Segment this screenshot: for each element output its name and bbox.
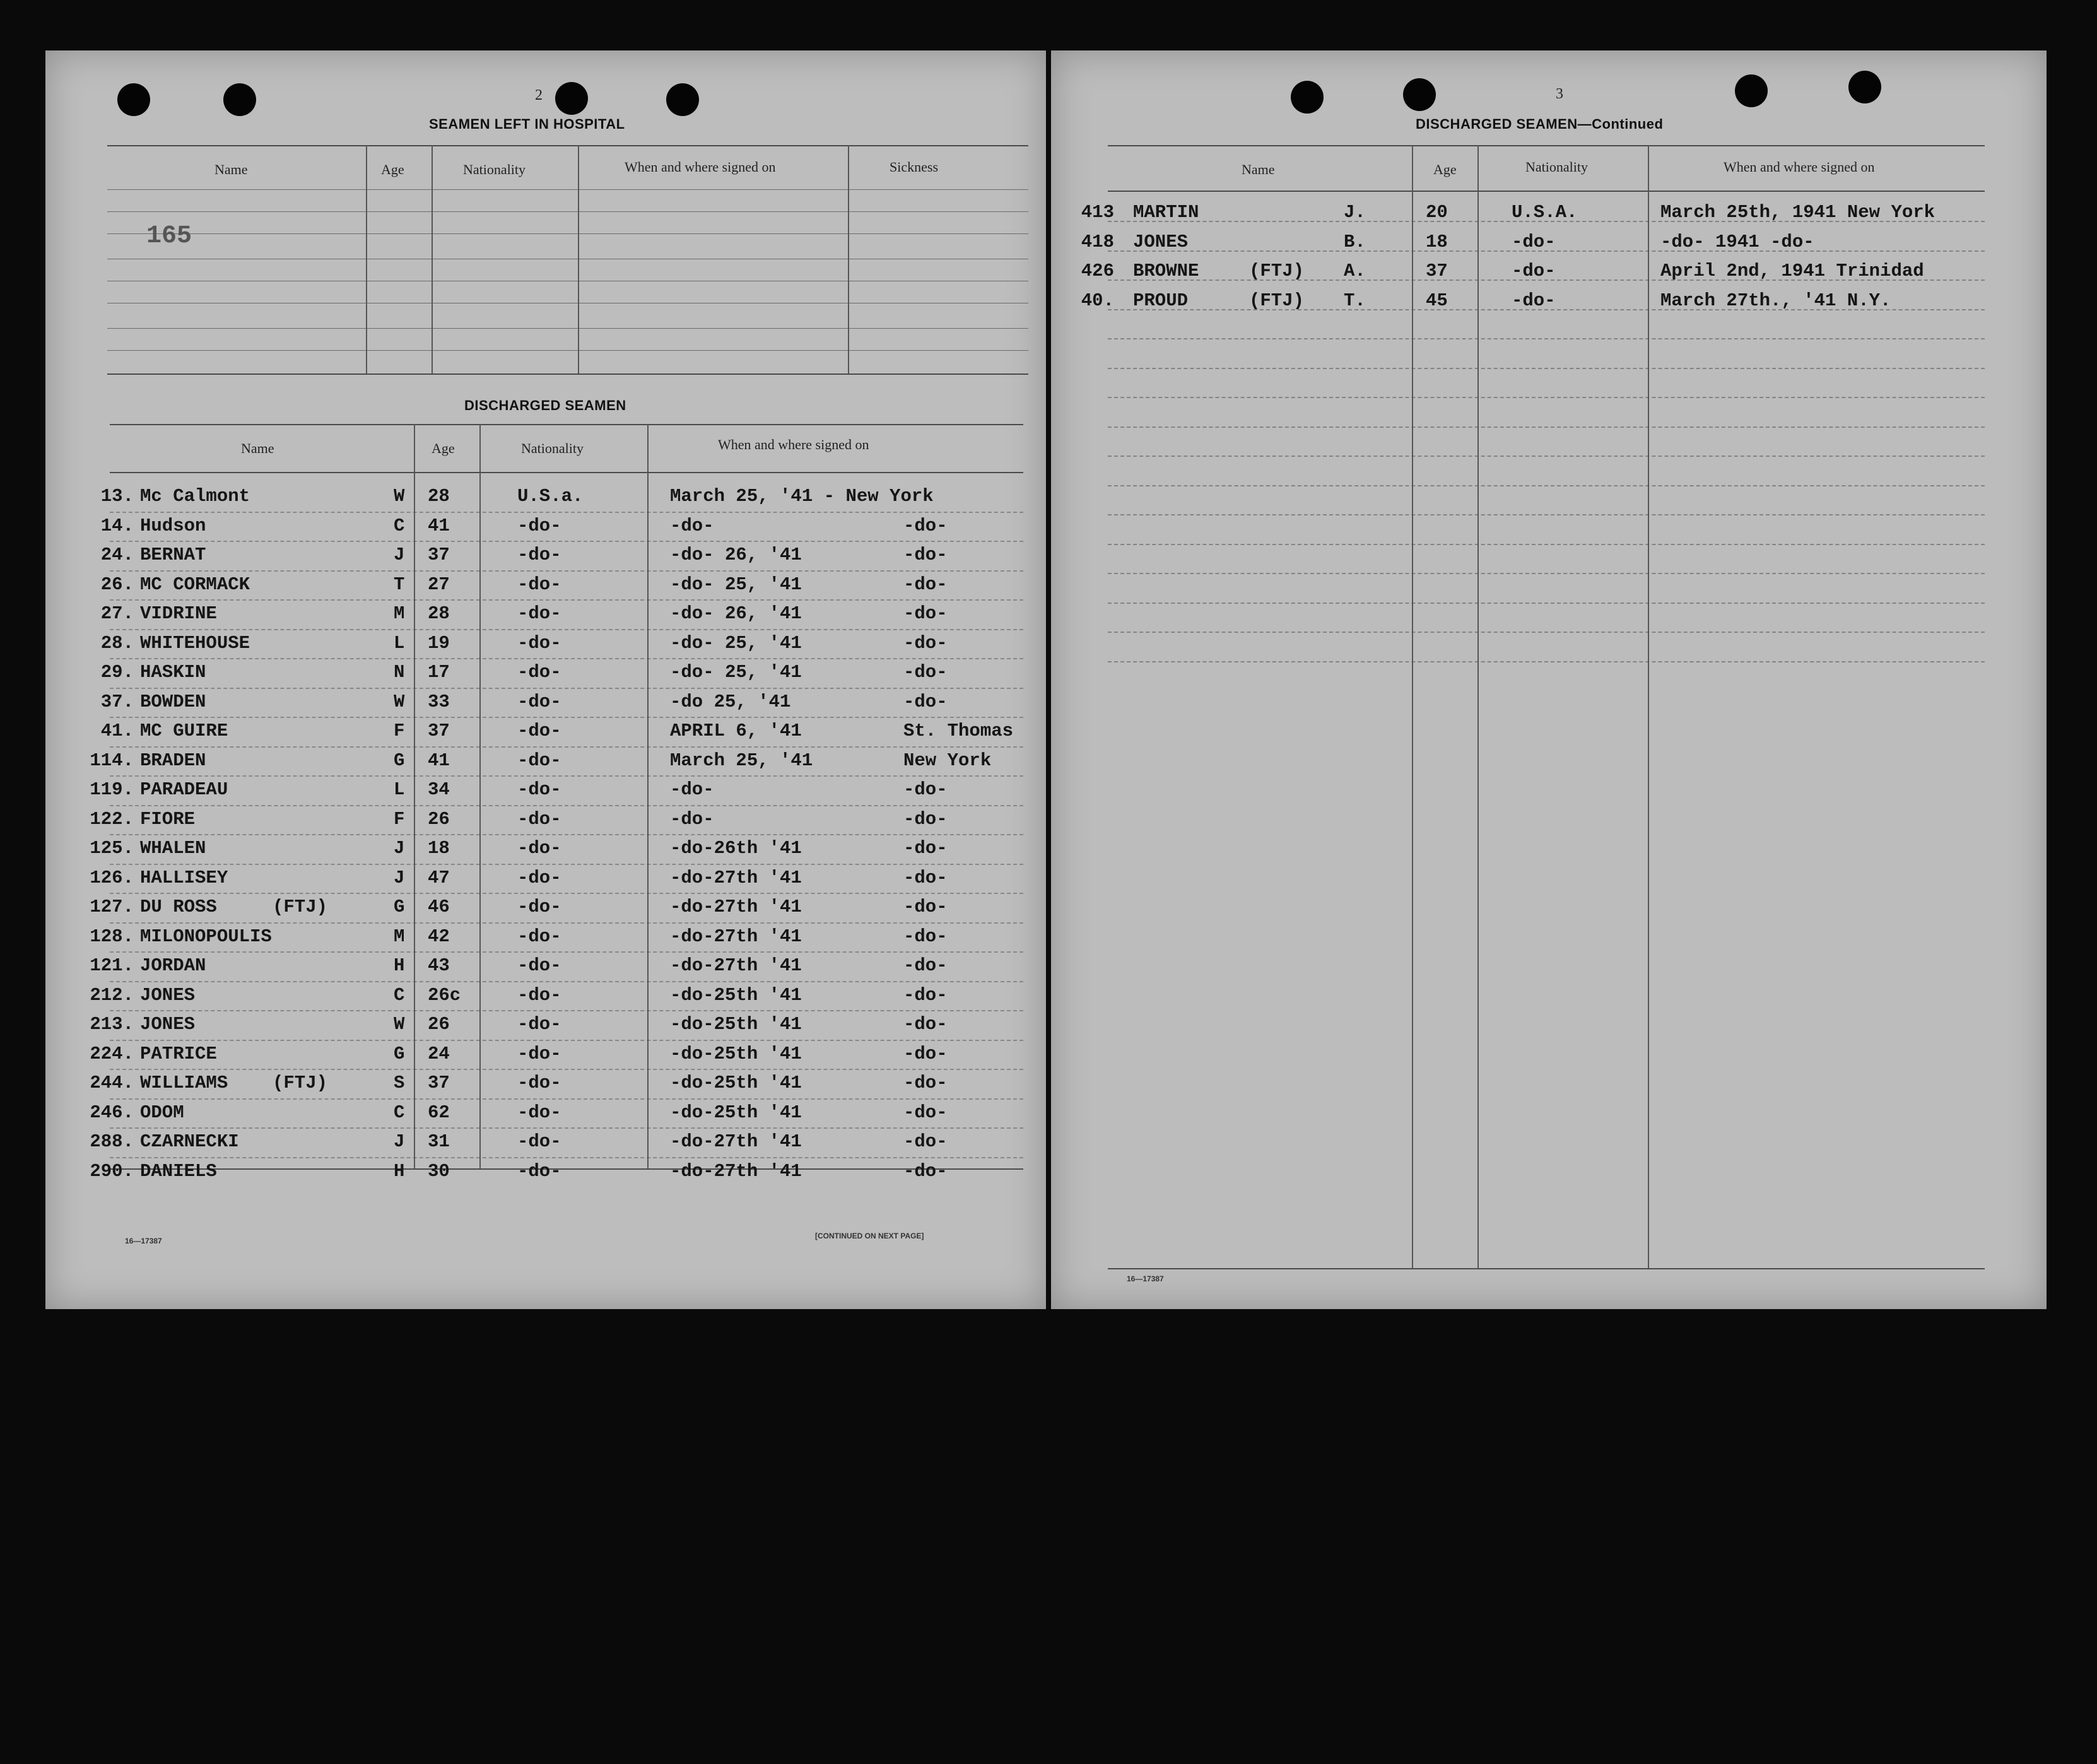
row-rule: [1108, 573, 1985, 574]
initial: J: [394, 867, 405, 888]
age: 30: [428, 1161, 450, 1182]
age: 18: [1426, 232, 1448, 252]
row-number: 288.: [90, 1131, 134, 1152]
age: 19: [428, 633, 450, 654]
discharged-title: DISCHARGED SEAMEN: [464, 397, 626, 413]
signed-place: -do-: [903, 1131, 948, 1152]
seaman-name: BOWDEN: [140, 691, 206, 712]
signed-place: -do-: [903, 574, 948, 595]
nationality: U.S.A.: [1512, 202, 1578, 223]
nationality: -do-: [1512, 232, 1556, 252]
initial: H: [394, 1161, 405, 1182]
rule: [110, 1168, 1023, 1170]
signed-on: -do- 26, '41: [670, 544, 802, 565]
column-divider: [414, 424, 415, 1168]
form-number: 16—17387: [1127, 1274, 1164, 1283]
row-rule: [1108, 485, 1985, 486]
age: 42: [428, 926, 450, 947]
left-page: [45, 50, 1046, 1309]
signed-on: -do-25th '41: [670, 985, 802, 1006]
seaman-name: MARTIN: [1133, 202, 1199, 223]
punch-hole: [1848, 71, 1881, 103]
signed-place: -do-: [903, 1014, 948, 1035]
nationality: -do-: [517, 574, 561, 595]
signed-place: -do-: [903, 544, 948, 565]
seaman-name: WILLIAMS: [140, 1073, 228, 1093]
hospital-col-signed: When and where signed on: [625, 159, 776, 175]
continued-note: [CONTINUED ON NEXT PAGE]: [815, 1232, 924, 1240]
ftj-note: (FTJ): [1249, 261, 1305, 281]
signed-on: -do-25th '41: [670, 1073, 802, 1093]
row-number: 13.: [100, 486, 134, 507]
hospital-title: SEAMEN LEFT IN HOSPITAL: [429, 116, 625, 132]
signed-on: -do-27th '41: [670, 955, 802, 976]
hospital-col-name: Name: [214, 162, 248, 177]
row-number: 126.: [90, 867, 134, 888]
signed-on: -do-: [670, 809, 714, 830]
signed-place: St. Thomas: [903, 720, 1014, 741]
row-rule: [110, 1010, 1023, 1011]
initial: C: [394, 515, 405, 536]
col-age: Age: [432, 440, 455, 456]
signed-place: -do-: [903, 1073, 948, 1093]
signed-place: -do-: [903, 691, 948, 712]
punch-hole: [117, 83, 150, 116]
signed-on: -do-25th '41: [670, 1014, 802, 1035]
seaman-name: JONES: [140, 985, 196, 1006]
nationality: -do-: [517, 1161, 561, 1182]
initial: L: [394, 779, 405, 800]
signed-on: March 27th., '41 N.Y.: [1660, 290, 1891, 311]
seaman-name: JONES: [140, 1014, 196, 1035]
signed-on: -do- 26, '41: [670, 603, 802, 624]
age: 62: [428, 1102, 450, 1123]
nationality: -do-: [517, 867, 561, 888]
row-number: 40.: [1081, 290, 1114, 311]
column-divider: [578, 145, 579, 373]
nationality: -do-: [517, 603, 561, 624]
row-rule: [110, 570, 1023, 572]
col-age: Age: [1433, 162, 1457, 177]
ftj-note: (FTJ): [273, 1073, 328, 1093]
col-name: Name: [1242, 162, 1275, 177]
hospital-col-age: Age: [381, 162, 404, 177]
row-number: 128.: [90, 926, 134, 947]
row-rule: [1108, 456, 1985, 457]
age: 34: [428, 779, 450, 800]
row-rule: [110, 658, 1023, 659]
initial: N: [394, 662, 405, 683]
nationality: -do-: [1512, 290, 1556, 311]
signed-place: -do-: [903, 985, 948, 1006]
row-rule: [1108, 632, 1985, 633]
row-number: 121.: [90, 955, 134, 976]
row-rule: [110, 922, 1023, 924]
seaman-name: VIDRINE: [140, 603, 217, 624]
row-number: 212.: [90, 985, 134, 1006]
initial: F: [394, 809, 405, 830]
row-rule: [110, 981, 1023, 982]
col-nationality: Nationality: [1525, 159, 1588, 175]
hospital-col-nationality: Nationality: [463, 162, 526, 177]
row-rule: [110, 864, 1023, 865]
age: 27: [428, 574, 450, 595]
seaman-name: DANIELS: [140, 1161, 217, 1182]
row-number: 27.: [100, 603, 134, 624]
row-rule: [110, 746, 1023, 748]
column-divider: [432, 145, 433, 373]
row-rule: [110, 541, 1023, 542]
initial: J: [394, 544, 405, 565]
row-number: 24.: [100, 544, 134, 565]
age: 26: [428, 809, 450, 830]
ftj-note: (FTJ): [273, 897, 328, 917]
signed-place: -do-: [903, 603, 948, 624]
row-rule: [110, 1098, 1023, 1100]
nationality: -do-: [517, 955, 561, 976]
initial: J.: [1344, 202, 1366, 223]
seaman-name: FIORE: [140, 809, 196, 830]
seaman-name: BROWNE: [1133, 261, 1199, 281]
age: 28: [428, 603, 450, 624]
seaman-name: BRADEN: [140, 750, 206, 771]
row-rule: [110, 717, 1023, 718]
seaman-name: HASKIN: [140, 662, 206, 683]
row-number: 413: [1081, 202, 1114, 223]
row-rule: [110, 775, 1023, 777]
row-number: 244.: [90, 1073, 134, 1093]
row-rule: [1108, 544, 1985, 545]
rule: [110, 472, 1023, 473]
column-divider: [1412, 145, 1413, 1268]
nationality: -do-: [517, 515, 561, 536]
row-number: 224.: [90, 1044, 134, 1064]
seaman-name: WHITEHOUSE: [140, 633, 250, 654]
row-rule: [110, 1069, 1023, 1070]
row-rule: [110, 1157, 1023, 1158]
seaman-name: MC CORMACK: [140, 574, 250, 595]
signed-on: March 25, '41: [670, 750, 813, 771]
col-name: Name: [241, 440, 274, 456]
rule: [1108, 191, 1985, 192]
row-rule: [110, 893, 1023, 894]
initial: J: [394, 838, 405, 859]
col-signed: When and where signed on: [718, 437, 869, 452]
nationality: U.S.a.: [517, 486, 584, 507]
age: 47: [428, 867, 450, 888]
signed-on: -do-27th '41: [670, 1131, 802, 1152]
seaman-name: PROUD: [1133, 290, 1189, 311]
signed-on: -do-27th '41: [670, 897, 802, 917]
punch-hole: [555, 82, 588, 115]
nationality: -do-: [517, 1044, 561, 1064]
row-rule: [110, 951, 1023, 953]
column-divider: [479, 424, 481, 1168]
initial: S: [394, 1073, 405, 1093]
nationality: -do-: [517, 691, 561, 712]
rule: [1108, 145, 1985, 146]
signed-place: -do-: [903, 926, 948, 947]
rule: [107, 189, 1028, 190]
page-number: 2: [535, 87, 543, 103]
rule: [110, 424, 1023, 425]
nationality: -do-: [517, 1102, 561, 1123]
signed-on: -do- 25, '41: [670, 633, 802, 654]
col-nationality: Nationality: [521, 440, 584, 456]
punch-hole: [1291, 81, 1324, 114]
row-rule: [110, 1127, 1023, 1129]
initial: J: [394, 1131, 405, 1152]
age: 37: [428, 720, 450, 741]
signed-place: -do-: [903, 633, 948, 654]
discharged-continued-title: DISCHARGED SEAMEN—Continued: [1416, 116, 1664, 132]
nationality: -do-: [517, 633, 561, 654]
signed-place: -do-: [903, 809, 948, 830]
age: 46: [428, 897, 450, 917]
rule: [107, 350, 1028, 351]
col-signed: When and where signed on: [1724, 159, 1875, 175]
row-number: 119.: [90, 779, 134, 800]
row-number: 418: [1081, 232, 1114, 252]
signed-on: -do-27th '41: [670, 867, 802, 888]
rule: [107, 145, 1028, 146]
signed-place: New York: [903, 750, 992, 771]
row-number: 37.: [100, 691, 134, 712]
rule: [107, 328, 1028, 329]
age: 26: [428, 1014, 450, 1035]
column-divider: [647, 424, 649, 1168]
initial: B.: [1344, 232, 1366, 252]
signed-place: -do-: [903, 1161, 948, 1182]
signed-place: -do-: [903, 867, 948, 888]
row-number: 125.: [90, 838, 134, 859]
column-divider: [366, 145, 367, 373]
seaman-name: HALLISEY: [140, 867, 228, 888]
seaman-name: MC GUIRE: [140, 720, 228, 741]
row-rule: [110, 834, 1023, 835]
row-number: 28.: [100, 633, 134, 654]
seaman-name: BERNAT: [140, 544, 206, 565]
seaman-name: MILONOPOULIS: [140, 926, 272, 947]
row-rule: [1108, 603, 1985, 604]
rule: [107, 233, 1028, 234]
signed-place: -do-: [903, 515, 948, 536]
initial: G: [394, 750, 405, 771]
signed-on: -do- 25, '41: [670, 662, 802, 683]
signed-on: March 25th, 1941 New York: [1660, 202, 1935, 223]
initial: C: [394, 1102, 405, 1123]
nationality: -do-: [517, 897, 561, 917]
signed-on: March 25, '41 - New York: [670, 486, 934, 507]
age: 45: [1426, 290, 1448, 311]
signed-place: -do-: [903, 955, 948, 976]
seaman-name: DU ROSS: [140, 897, 217, 917]
signed-on: -do 25, '41: [670, 691, 791, 712]
seaman-name: ODOM: [140, 1102, 184, 1123]
signed-place: -do-: [903, 897, 948, 917]
row-number: 290.: [90, 1161, 134, 1182]
age: 43: [428, 955, 450, 976]
initial: L: [394, 633, 405, 654]
seaman-name: Mc Calmont: [140, 486, 250, 507]
punch-hole: [1735, 74, 1768, 107]
rule: [107, 373, 1028, 375]
nationality: -do-: [517, 544, 561, 565]
age: 37: [1426, 261, 1448, 281]
row-rule: [110, 805, 1023, 806]
row-number: 122.: [90, 809, 134, 830]
hospital-col-sickness: Sickness: [890, 159, 938, 175]
rule: [1108, 1268, 1985, 1269]
nationality: -do-: [517, 1131, 561, 1152]
signed-place: -do-: [903, 1044, 948, 1064]
form-number: 16—17387: [125, 1237, 162, 1245]
signed-on: -do-26th '41: [670, 838, 802, 859]
nationality: -do-: [517, 779, 561, 800]
signed-on: -do-27th '41: [670, 1161, 802, 1182]
age: 18: [428, 838, 450, 859]
punch-hole: [223, 83, 256, 116]
rule: [107, 211, 1028, 212]
seaman-name: JORDAN: [140, 955, 206, 976]
nationality: -do-: [517, 720, 561, 741]
row-number: 41.: [100, 720, 134, 741]
age: 26c: [428, 985, 461, 1006]
row-rule: [110, 688, 1023, 689]
ftj-note: (FTJ): [1249, 290, 1305, 311]
right-page: [1051, 50, 2047, 1309]
row-rule: [110, 1040, 1023, 1041]
signed-on: -do-25th '41: [670, 1044, 802, 1064]
nationality: -do-: [517, 750, 561, 771]
nationality: -do-: [517, 985, 561, 1006]
row-rule: [1108, 426, 1985, 428]
initial: C: [394, 985, 405, 1006]
initial: W: [394, 691, 405, 712]
nationality: -do-: [517, 662, 561, 683]
signed-place: -do-: [903, 662, 948, 683]
age: 41: [428, 515, 450, 536]
punch-hole: [666, 83, 699, 116]
signed-on: April 2nd, 1941 Trinidad: [1660, 261, 1924, 281]
signed-place: -do-: [903, 838, 948, 859]
row-rule: [110, 512, 1023, 513]
row-number: 26.: [100, 574, 134, 595]
initial: F: [394, 720, 405, 741]
signed-on: -do-: [670, 515, 714, 536]
row-rule: [1108, 397, 1985, 398]
row-number: 246.: [90, 1102, 134, 1123]
row-number: 426: [1081, 261, 1114, 281]
row-number: 14.: [100, 515, 134, 536]
initial: A.: [1344, 261, 1366, 281]
row-rule: [110, 599, 1023, 601]
nationality: -do-: [517, 1014, 561, 1035]
nationality: -do-: [517, 838, 561, 859]
seaman-name: PARADEAU: [140, 779, 228, 800]
initial: T.: [1344, 290, 1366, 311]
age: 28: [428, 486, 450, 507]
page-number: 3: [1556, 86, 1563, 102]
row-rule: [1108, 661, 1985, 662]
initial: W: [394, 1014, 405, 1035]
column-divider: [1648, 145, 1649, 1268]
row-number: 127.: [90, 897, 134, 917]
nationality: -do-: [517, 809, 561, 830]
nationality: -do-: [517, 926, 561, 947]
row-rule: [110, 629, 1023, 630]
seaman-name: JONES: [1133, 232, 1189, 252]
initial: W: [394, 486, 405, 507]
punch-hole: [1403, 78, 1436, 111]
signed-place: -do-: [903, 1102, 948, 1123]
signed-on: -do-25th '41: [670, 1102, 802, 1123]
seaman-name: WHALEN: [140, 838, 206, 859]
age: 41: [428, 750, 450, 771]
initial: T: [394, 574, 405, 595]
row-number: 114.: [90, 750, 134, 771]
seaman-name: CZARNECKI: [140, 1131, 239, 1152]
row-rule: [1108, 338, 1985, 339]
initial: H: [394, 955, 405, 976]
age: 37: [428, 544, 450, 565]
age: 31: [428, 1131, 450, 1152]
stray-mark: 165: [146, 222, 192, 250]
age: 24: [428, 1044, 450, 1064]
nationality: -do-: [1512, 261, 1556, 281]
age: 17: [428, 662, 450, 683]
seaman-name: Hudson: [140, 515, 206, 536]
row-number: 213.: [90, 1014, 134, 1035]
initial: G: [394, 1044, 405, 1064]
signed-on: -do- 1941 -do-: [1660, 232, 1814, 252]
seaman-name: PATRICE: [140, 1044, 217, 1064]
initial: G: [394, 897, 405, 917]
signed-on: -do-27th '41: [670, 926, 802, 947]
row-number: 29.: [100, 662, 134, 683]
signed-on: APRIL 6, '41: [670, 720, 802, 741]
signed-place: -do-: [903, 779, 948, 800]
row-rule: [1108, 368, 1985, 369]
signed-on: -do- 25, '41: [670, 574, 802, 595]
row-rule: [1108, 514, 1985, 515]
initial: M: [394, 926, 405, 947]
age: 33: [428, 691, 450, 712]
column-divider: [848, 145, 849, 373]
age: 37: [428, 1073, 450, 1093]
age: 20: [1426, 202, 1448, 223]
column-divider: [1477, 145, 1479, 1268]
nationality: -do-: [517, 1073, 561, 1093]
signed-on: -do-: [670, 779, 714, 800]
initial: M: [394, 603, 405, 624]
